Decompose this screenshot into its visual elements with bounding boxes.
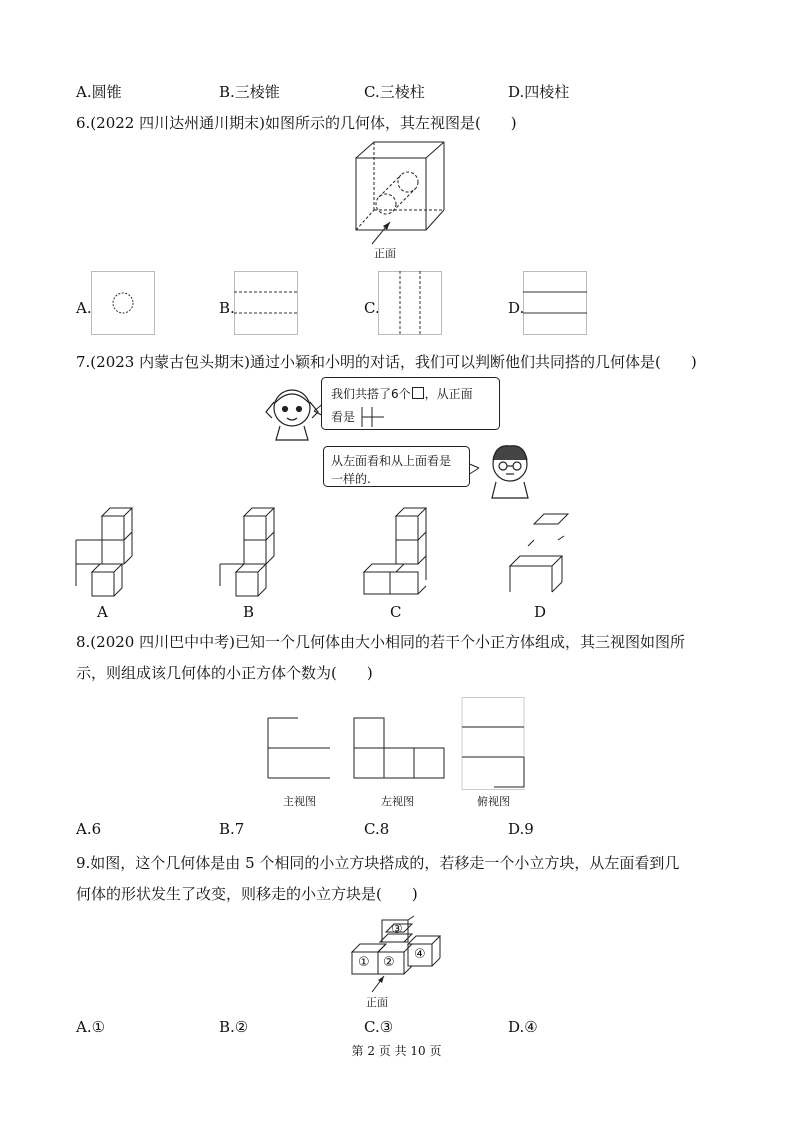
q6-cube-figure (350, 138, 450, 268)
q6-option-a-label: A. (76, 299, 92, 317)
q7-girl-line1-tail: ，从正面 (424, 387, 473, 401)
q9-stem-line1: 9.如图，这个几何体是由 5 个相同的小立方块搭成的，若移走一个小立方块，从左面看到几 (76, 854, 680, 872)
q9-option-c: C.③ (364, 1018, 394, 1036)
q9-front-label: 正面 (366, 996, 388, 1009)
q6-option-d-label: D. (508, 299, 525, 317)
q6-option-a-figure (91, 271, 155, 335)
q6-stem: 6.(2022 四川达州通川期末)如图所示的几何体，其左视图是( ) (76, 114, 517, 132)
q8-stem-line2: 示，则组成该几何体的小正方体个数为( ) (76, 664, 373, 682)
q8-option-a: A.6 (76, 820, 102, 838)
q6-option-c-label: C. (364, 299, 380, 317)
q7-option-a-label: A (97, 603, 108, 621)
q7-option-d-label: D (534, 603, 547, 621)
q9-option-a: A.① (76, 1018, 106, 1036)
q7-stem: 7.(2023 内蒙古包头期末)通过小颖和小明的对话，我们可以判断他们共同搭的几何体是( ) (76, 353, 697, 371)
q7-girl-line1-head: 我们共搭了6个 (331, 387, 411, 401)
q7-girl-line2: 看是 (331, 410, 356, 424)
q8-top-view (460, 697, 526, 791)
q8-top-view-label: 俯视图 (477, 795, 510, 808)
q6-option-c-figure (378, 271, 442, 335)
small-cube-icon (412, 387, 424, 399)
q8-option-b: B.7 (219, 820, 245, 838)
q7-girl-illustration (262, 378, 322, 442)
q6-option-b-label: B. (219, 299, 235, 317)
q9-option-d: D.④ (508, 1018, 538, 1036)
q9-cube-label-2: ② (383, 955, 395, 970)
q7-option-b-figure (218, 506, 282, 600)
q9-option-b: B.② (219, 1018, 249, 1036)
q8-left-view-label: 左视图 (381, 795, 414, 808)
page-footer: 第 2 页 共 10 页 (351, 1044, 442, 1058)
q8-front-view (266, 716, 332, 782)
q7-girl-line1 (331, 385, 473, 402)
q5-option-c: C.三棱柱 (364, 83, 425, 101)
q7-boy-line2: 一样的. (331, 472, 371, 486)
q5-option-d: D.四棱柱 (508, 83, 570, 101)
q7-option-a-figure (74, 506, 138, 600)
q8-option-d: D.9 (508, 820, 534, 838)
q9-cube-label-3: ③ (391, 922, 403, 937)
q8-left-view (353, 716, 449, 782)
q6-option-b-figure (234, 271, 298, 335)
q9-stem-line2: 何体的形状发生了改变，则移走的小立方块是( ) (76, 885, 418, 903)
q8-option-c: C.8 (364, 820, 390, 838)
q6-front-label: 正面 (374, 247, 396, 260)
q7-boy-illustration (480, 436, 540, 500)
q7-option-d-figure (506, 510, 576, 600)
q7-boy-line1: 从左面看和从上面看是 (331, 454, 452, 468)
q7-option-c-label: C (390, 603, 402, 621)
q7-front-view-sketch (360, 405, 390, 429)
q5-option-b: B.三棱锥 (219, 83, 280, 101)
q9-cube-label-1: ① (358, 955, 370, 970)
q6-option-d-figure (523, 271, 587, 335)
q7-option-c-figure (362, 506, 432, 600)
q7-option-b-label: B (243, 603, 255, 621)
q5-option-a: A.圆锥 (76, 83, 122, 101)
q8-front-view-label: 主视图 (283, 795, 316, 808)
q8-stem-line1: 8.(2020 四川巴中中考)已知一个几何体由大小相同的若干个小正方体组成，其三视图如图所 (76, 633, 685, 651)
q9-cube-label-4: ④ (414, 947, 426, 962)
